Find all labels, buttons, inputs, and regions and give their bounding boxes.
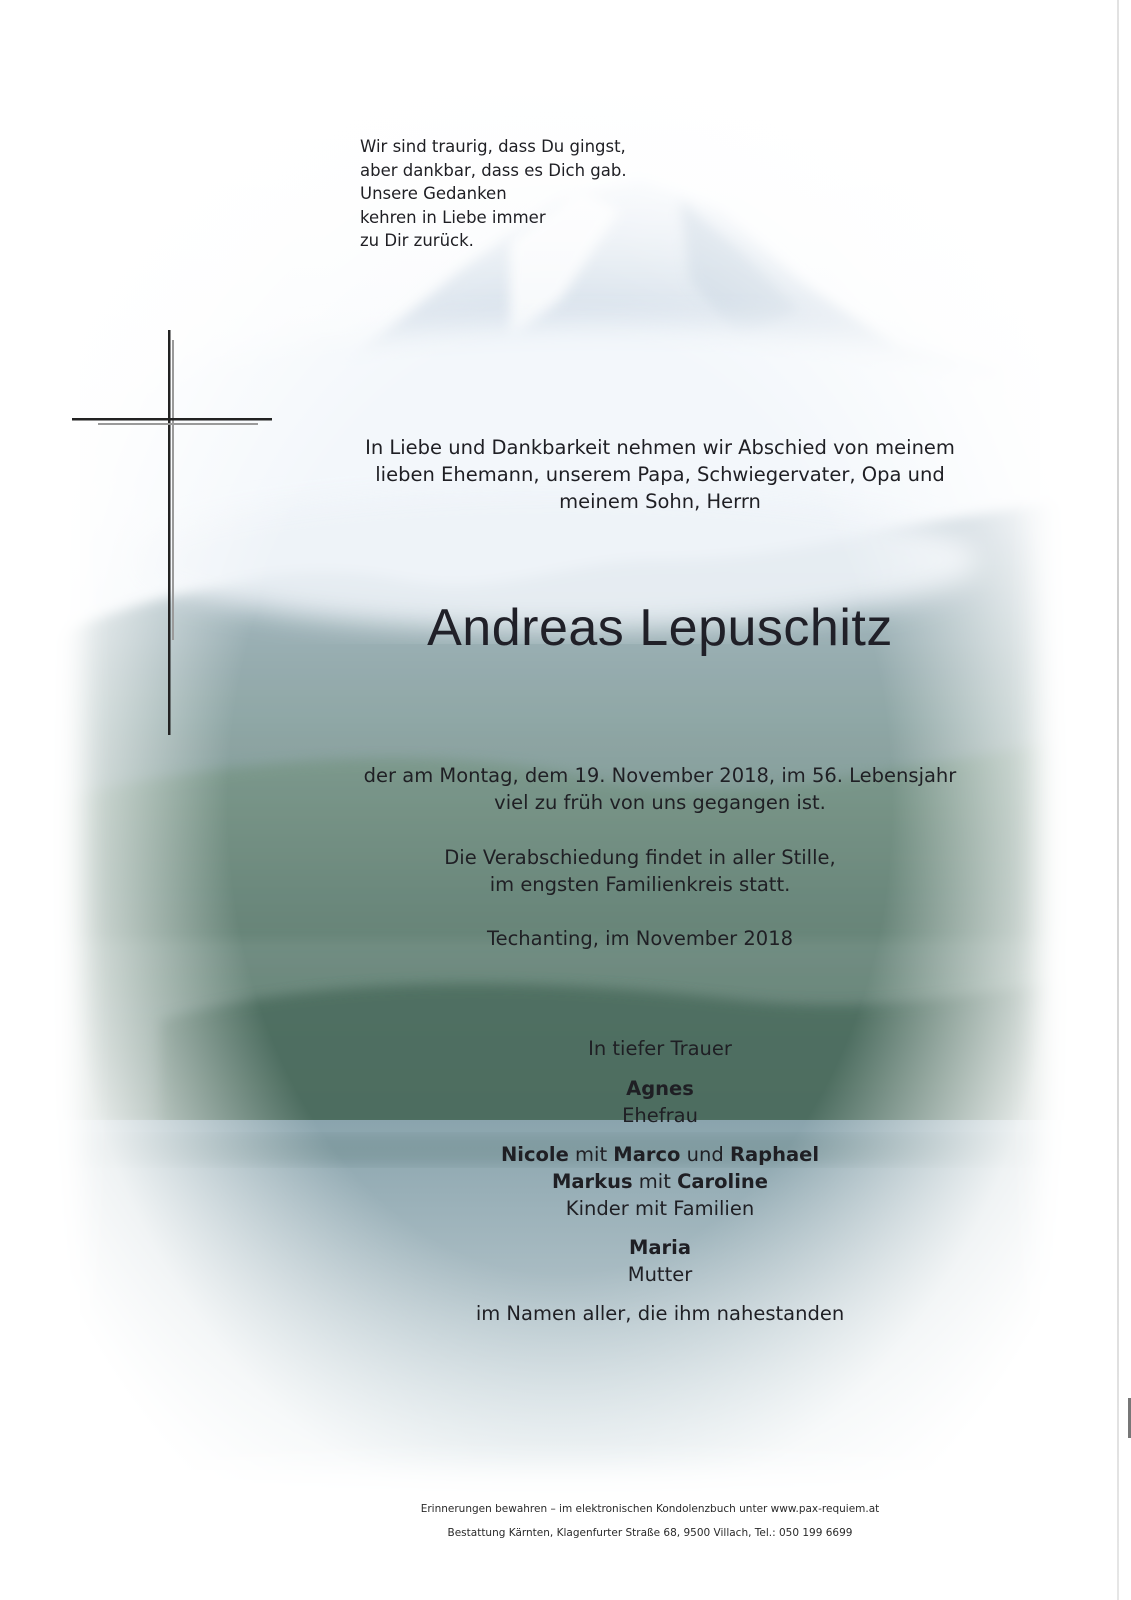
connector-text: und — [686, 1143, 724, 1166]
place-date: Techanting, im November 2018 — [486, 927, 794, 950]
intro-line: meinem Sohn, Herrn — [559, 490, 761, 513]
footer-condolence-note: Erinnerungen bewahren – im elektronischen Kondolenzbuch unter www.pax-requiem.at — [420, 1503, 880, 1515]
quote-line: kehren in Liebe immer — [360, 207, 546, 227]
partner-name: Caroline — [677, 1170, 769, 1193]
mourners-list — [370, 1035, 950, 1327]
child-name: Nicole — [500, 1143, 569, 1166]
memorial-quote — [360, 135, 690, 253]
mother-role: Mutter — [627, 1263, 693, 1286]
partner-name: Marco — [613, 1143, 681, 1166]
death-notice — [330, 762, 990, 816]
mourners-headline: In tiefer Trauer — [588, 1037, 732, 1060]
farewell-line: Die Verabschiedung findet in aller Stille, — [444, 846, 836, 869]
wife-role: Ehefrau — [622, 1104, 698, 1127]
intro-line: In Liebe und Dankbarkeit nehmen wir Abschied von meinem — [365, 436, 955, 459]
farewell-info — [310, 844, 970, 898]
connector-text: mit — [638, 1170, 671, 1193]
quote-line: zu Dir zurück. — [360, 231, 474, 250]
intro-line: lieben Ehemann, unserem Papa, Schwiegervater, Opa und — [375, 463, 945, 486]
grandchild-name: Raphael — [729, 1143, 820, 1166]
wife-name: Agnes — [626, 1077, 694, 1100]
cross-icon — [72, 330, 282, 750]
farewell-intro — [330, 434, 990, 515]
children-line — [370, 1141, 950, 1168]
deceased-name: Andreas Lepuschitz — [427, 599, 893, 657]
children-role: Kinder mit Familien — [565, 1197, 755, 1220]
child-name: Markus — [551, 1170, 633, 1193]
quote-line: Unsere Gedanken — [360, 184, 507, 203]
farewell-line: im engsten Familienkreis statt. — [489, 873, 791, 896]
mourners-closing: im Namen aller, die ihm nahestanden — [475, 1302, 845, 1325]
quote-line: aber dankbar, dass es Dich gab. — [360, 160, 627, 180]
footer-funeral-home: Bestattung Kärnten, Klagenfurter Straße 68, 9500 Villach, Tel.: 050 199 6699 — [447, 1527, 853, 1539]
quote-line: Wir sind traurig, dass Du gingst, — [360, 137, 626, 156]
death-line: viel zu früh von uns gegangen ist. — [494, 791, 826, 814]
mother-name: Maria — [628, 1236, 692, 1259]
death-line: der am Montag, dem 19. November 2018, im 56. Lebensjahr — [363, 764, 957, 787]
connector-text: mit — [575, 1143, 608, 1166]
scan-edge-line — [1117, 0, 1119, 1600]
children-line — [370, 1168, 950, 1195]
